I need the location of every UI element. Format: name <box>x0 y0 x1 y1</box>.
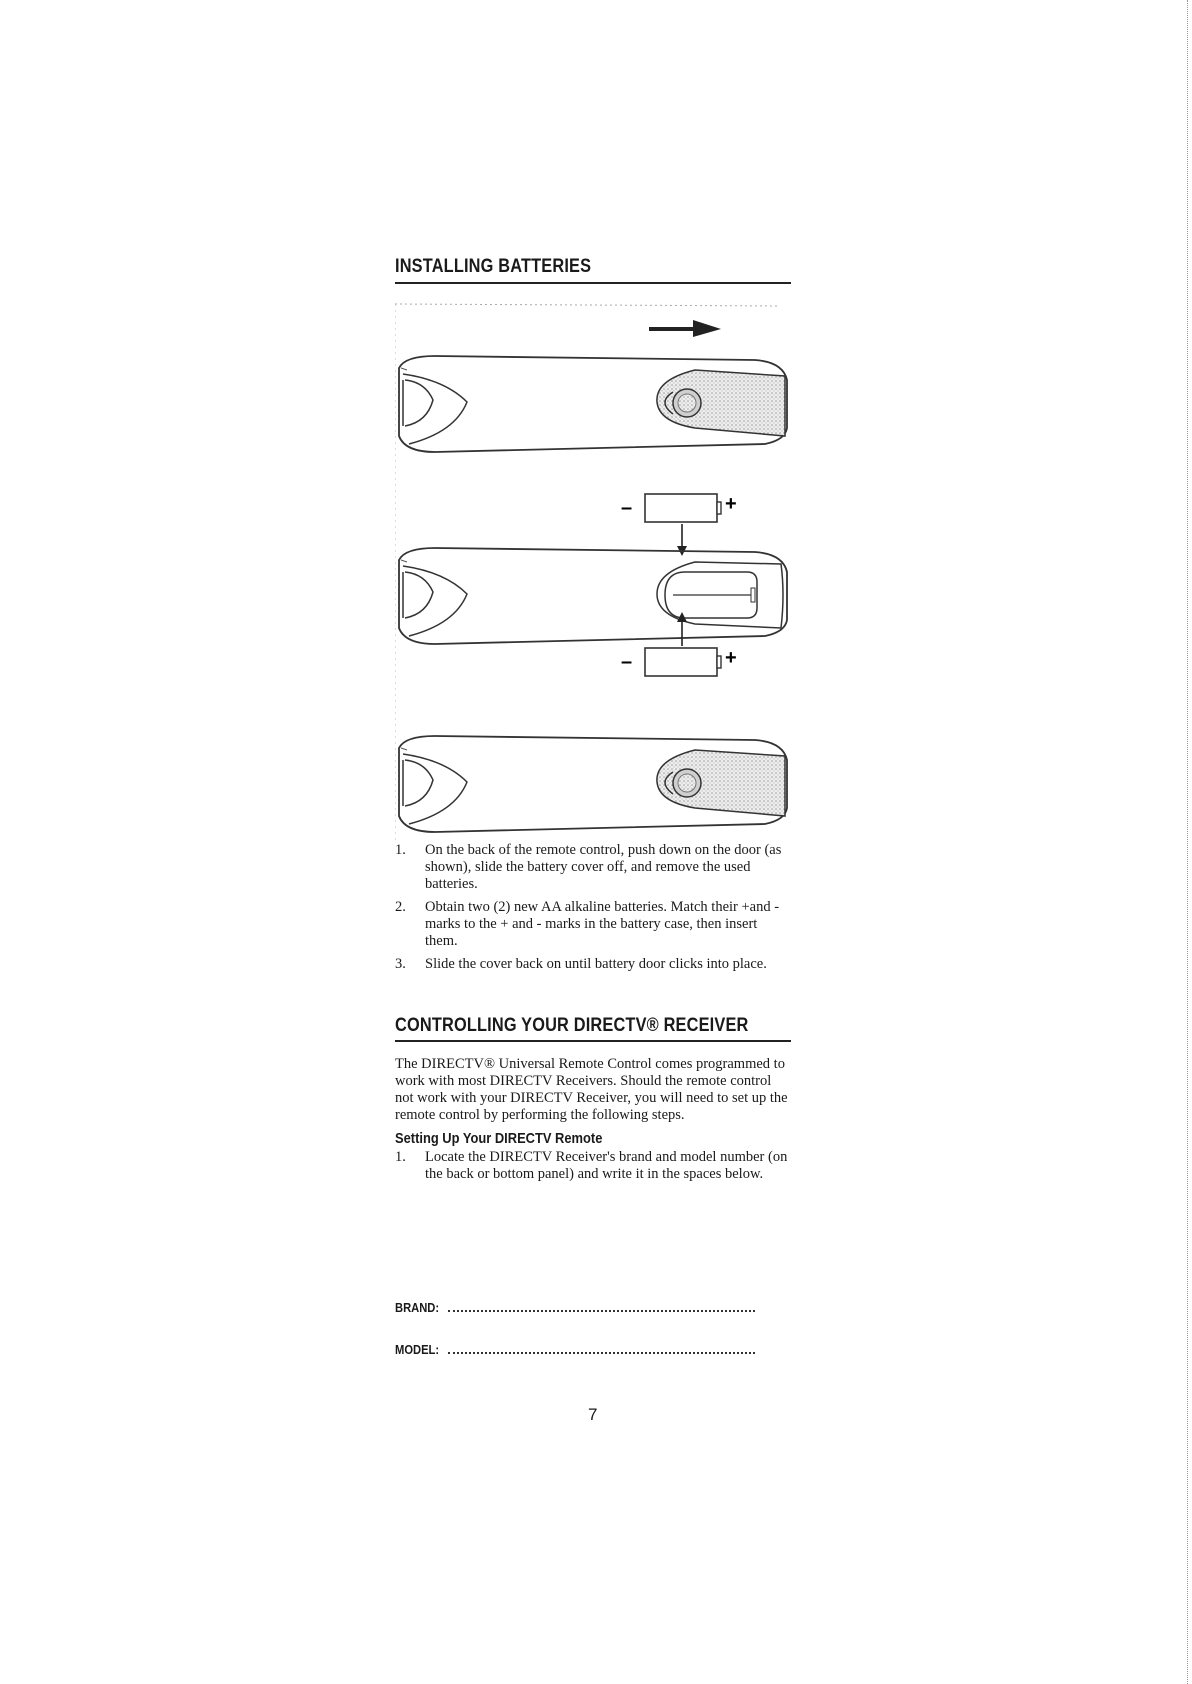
remote-illustration-battery-compartment <box>399 548 787 644</box>
heading-rule <box>395 282 791 284</box>
step-number: 2. <box>395 899 406 915</box>
model-field <box>395 1342 755 1357</box>
battery-minus-label-2: – <box>621 651 633 673</box>
list-item <box>395 842 791 893</box>
brand-write-in-line <box>448 1300 755 1312</box>
battery-steps-list <box>395 842 791 979</box>
battery-installation-illustration <box>395 300 791 840</box>
brand-field <box>395 1300 755 1315</box>
step-text: On the back of the remote control, push down on the door (as shown), slide the battery cover off, and remove the used batteries. <box>425 842 782 892</box>
step-number: 1. <box>395 1149 406 1165</box>
battery-top <box>621 493 737 556</box>
battery-plus-label: + <box>725 493 737 515</box>
step-text: Locate the DIRECTV Receiver's brand and model number (on the back or bottom panel) and write it in the spaces below. <box>425 1149 788 1182</box>
step-number: 3. <box>395 956 406 972</box>
list-item <box>395 956 791 973</box>
battery-plus-label-2: + <box>725 647 737 669</box>
intro-paragraph: The DIRECTV® Universal Remote Control comes programmed to work with most DIRECTV Receivers. Should the remote control not work with your DIRECTV Receiver, you will need to set up the remote control by performing the following steps. <box>395 1056 788 1123</box>
model-label: MODEL: <box>395 1342 440 1357</box>
model-write-in-line <box>448 1342 755 1354</box>
heading-rule <box>395 1040 791 1042</box>
list-item <box>395 1149 791 1183</box>
slide-direction-arrow <box>649 320 721 337</box>
step-text: Slide the cover back on until battery door clicks into place. <box>425 956 767 972</box>
section-heading-installing-batteries: INSTALLING BATTERIES <box>395 256 592 277</box>
list-item <box>395 899 791 950</box>
step-text: Obtain two (2) new AA alkaline batteries. Match their +and - marks to the + and - marks in the battery case, then insert them. <box>425 899 780 949</box>
battery-minus-label: – <box>621 497 633 519</box>
setup-steps-list <box>395 1149 791 1183</box>
section-controlling-receiver <box>395 1015 791 1189</box>
subheading-setting-up-remote: Setting Up Your DIRECTV Remote <box>395 1130 603 1147</box>
page-number: 7 <box>588 1405 598 1424</box>
section-heading-controlling-receiver: CONTROLLING YOUR DIRECTV® RECEIVER <box>395 1015 749 1036</box>
step-number: 1. <box>395 842 406 858</box>
brand-label: BRAND: <box>395 1300 440 1315</box>
remote-illustration-open-door <box>399 356 787 452</box>
battery-bottom <box>621 612 737 676</box>
section-installing-batteries <box>395 256 791 284</box>
remote-illustration-closed-door <box>399 736 787 832</box>
page-edge-line <box>1186 0 1188 1684</box>
